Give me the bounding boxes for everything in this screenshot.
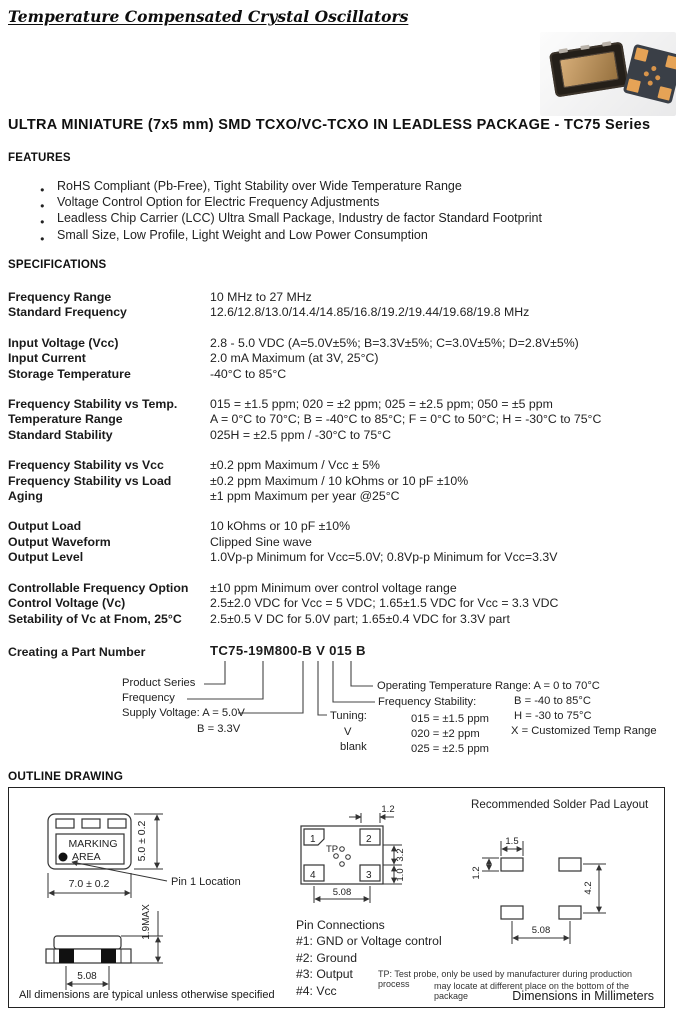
callout-frequency-stability: Frequency Stability:	[378, 696, 477, 708]
spec-row	[8, 474, 668, 489]
spec-value: Clipped Sine wave	[210, 534, 312, 549]
dim-pad-height: 1.2	[471, 866, 482, 880]
spec-value: A = 0°C to 70°C; B = -40°C to 85°C; F = 0°C to 50°C; H = -30°C to 75°C	[210, 412, 602, 427]
marking-text-2: AREA	[72, 851, 101, 863]
callout-tuning-blank: blank	[340, 741, 367, 753]
dim-max-height: 1.9MAX	[141, 904, 152, 940]
spec-group	[8, 290, 668, 321]
tp-note-line2: may locate at different place on the bottom of the package	[434, 981, 629, 1001]
chip-test-dot	[647, 80, 653, 86]
pin-number-2: 2	[366, 834, 372, 845]
pad-layout-drawing	[469, 825, 659, 950]
chip-lid	[559, 51, 619, 88]
spec-label: Output Level	[8, 550, 84, 565]
spec-row	[8, 336, 668, 351]
dim-horizontal-pitch: 5.08	[531, 925, 551, 936]
outline-drawing-box	[8, 787, 665, 1008]
chip-castellation	[580, 45, 590, 50]
features-heading: FEATURES	[8, 152, 71, 164]
pin-number-4: 4	[310, 870, 316, 881]
callout-supply-voltage-b: B = 3.3V	[197, 723, 241, 735]
top-view-drawing	[21, 805, 258, 905]
spec-label: Input Voltage (Vcc)	[8, 335, 119, 350]
dim-height: 5.0 ± 0.2	[136, 820, 148, 862]
spec-label: Frequency Stability vs Temp.	[8, 397, 178, 412]
spec-value: 2.8 - 5.0 VDC (A=5.0V±5%; B=3.3V±5%; C=3.0V±5%; D=2.8V±5%)	[210, 335, 579, 350]
spec-value: ±0.2 ppm Maximum / Vcc ± 5%	[210, 458, 380, 473]
spec-value: 2.5±2.0 VDC for Vcc = 5 VDC; 1.65±1.5 VDC for Vcc = 3.3 VDC	[210, 596, 559, 611]
chip-top-view-image	[549, 41, 629, 97]
callout-tuning: Tuning:	[330, 710, 367, 722]
callout-stability-015: 015 = ±1.5 ppm	[411, 713, 489, 725]
pin-number-3: 3	[366, 870, 372, 881]
chip-test-dot	[651, 66, 657, 72]
spec-value: ±10 ppm Minimum over control voltage range	[210, 580, 457, 595]
dim-vertical-pitch: 4.2	[583, 881, 594, 895]
feature-item: ● RoHS Compliant (Pb-Free), Tight Stability over Wide Temperature Range	[8, 178, 648, 194]
chip-test-dot	[643, 71, 649, 77]
pin-connection-item: #4: Vcc	[296, 983, 337, 998]
pin-connection-item: #1: GND or Voltage control	[296, 934, 442, 949]
dim-pad-offset: 1.2	[381, 804, 395, 815]
callout-stability-020: 020 = ±2 ppm	[411, 728, 480, 740]
chip-test-dot	[655, 75, 661, 81]
dim-pad-width: 1.5	[505, 836, 519, 847]
side-pad	[101, 949, 116, 963]
callout-temp-h: H = -30 to 75°C	[514, 710, 592, 722]
callout-stability-025: 025 = ±2.5 ppm	[411, 743, 489, 755]
spec-row	[8, 519, 668, 534]
callout-temp-x: X = Customized Temp Range	[511, 725, 657, 737]
specifications-heading: SPECIFICATIONS	[8, 259, 107, 271]
dim-pad-edge: 1.0	[395, 868, 406, 882]
feature-item: ● Small Size, Low Profile, Light Weight and Low Power Consumption	[8, 227, 648, 243]
spec-label: Standard Stability	[8, 427, 113, 442]
feature-item: ● Leadless Chip Carrier (LCC) Ultra Small Package, Industry de factor Standard Footprint	[8, 210, 648, 226]
spec-value: 1.0Vp-p Minimum for Vcc=5.0V; 0.8Vp-p Minimum for Vcc=3.3V	[210, 550, 558, 565]
spec-row	[8, 290, 668, 305]
spec-row	[8, 535, 668, 550]
features-section	[8, 152, 648, 243]
spec-label: Output Waveform	[8, 534, 111, 549]
spec-label: Input Current	[8, 351, 86, 366]
pin-connection-item: #2: Ground	[296, 950, 357, 965]
callout-tuning-v: V	[344, 726, 352, 738]
pin-connection-item: #3: Output	[296, 967, 353, 982]
dim-pad-span: 5.08	[332, 887, 352, 898]
side-view-drawing	[21, 896, 191, 996]
spec-label: Frequency Stability vs Load	[8, 473, 172, 488]
spec-value: 10 kOhms or 10 pF ±10%	[210, 519, 351, 534]
spec-row	[8, 428, 668, 443]
spec-label: Setability of Vc at Fnom, 25°C	[8, 611, 182, 626]
spec-row	[8, 367, 668, 382]
chip-pad	[657, 86, 672, 101]
callout-product-series: Product Series	[122, 677, 196, 689]
spec-value: -40°C to 85°C	[210, 366, 287, 381]
chip-castellation	[602, 41, 612, 46]
tp-label: TP	[326, 844, 339, 855]
spec-row	[8, 489, 668, 504]
callout-supply-voltage: Supply Voltage: A = 5.0V	[122, 707, 245, 719]
chip-castellation	[558, 48, 568, 53]
spec-label: Storage Temperature	[8, 366, 131, 381]
pin-connections-heading: Pin Connections	[296, 918, 385, 932]
spec-value: 025H = ±2.5 ppm / -30°C to 75°C	[210, 427, 391, 442]
spec-group	[8, 581, 668, 627]
spec-label: Temperature Range	[8, 412, 123, 427]
outline-drawing-heading: OUTLINE DRAWING	[8, 769, 124, 783]
document-title: ULTRA MINIATURE (7x5 mm) SMD TCXO/VC-TCXO IN LEADLESS PACKAGE - TC75 Series	[8, 117, 651, 133]
feature-item: ● Voltage Control Option for Electric Frequency Adjustments	[8, 194, 648, 210]
pin1-marker-dot	[59, 853, 68, 862]
spec-label: Aging	[8, 489, 43, 504]
callout-frequency: Frequency	[122, 692, 175, 704]
part-number-callout-lines	[0, 640, 676, 775]
spec-label: Output Load	[8, 519, 82, 534]
spec-group	[8, 458, 668, 504]
spec-value: ±0.2 ppm Maximum / 10 kOhms or 10 pF ±10%	[210, 473, 469, 488]
spec-label: Standard Frequency	[8, 305, 127, 320]
chip-pad	[634, 47, 649, 62]
spec-value: 2.5±0.5 V DC for 5.0V part; 1.65±0.4 VDC for 3.3V part	[210, 611, 510, 626]
chip-bottom-view-image	[623, 44, 676, 105]
features-list	[8, 178, 648, 243]
page-title: Temperature Compensated Crystal Oscillators	[8, 7, 409, 26]
marking-text-1: MARKING	[68, 838, 118, 850]
callout-temp-b: B = -40 to 85°C	[514, 695, 591, 707]
spec-row	[8, 351, 668, 366]
spec-row	[8, 550, 668, 565]
bottom-view-drawing	[291, 801, 421, 913]
spec-value: 12.6/12.8/13.0/14.4/14.85/16.8/19.2/19.44/19.68/19.8 MHz	[210, 305, 530, 320]
dim-pad-pitch: 5.08	[77, 971, 97, 982]
spec-row	[8, 412, 668, 427]
spec-row	[8, 305, 668, 320]
pin1-location-label: Pin 1 Location	[171, 876, 241, 888]
specifications-section	[8, 259, 668, 642]
spec-row	[8, 397, 668, 412]
tp-note-line1: TP: Test probe, only be used by manufacturer during production process	[378, 969, 632, 989]
spec-label: Frequency Stability vs Vcc	[8, 458, 164, 473]
spec-value: 015 = ±1.5 ppm; 020 = ±2 ppm; 025 = ±2.5 ppm; 050 = ±5 ppm	[210, 397, 553, 412]
pin-number-1: 1	[310, 834, 316, 845]
spec-row	[8, 596, 668, 611]
spec-group	[8, 397, 668, 443]
spec-value: ±1 ppm Maximum per year @25°C	[210, 489, 400, 504]
outline-footnote: All dimensions are typical unless otherwise specified	[19, 989, 275, 1001]
spec-row	[8, 458, 668, 473]
spec-group	[8, 519, 668, 565]
chip-pad	[626, 78, 641, 93]
spec-row	[8, 612, 668, 627]
spec-label: Frequency Range	[8, 290, 112, 304]
callout-op-temp-range: Operating Temperature Range: A = 0 to 70°C	[377, 680, 600, 692]
product-photo	[540, 32, 676, 116]
spec-label: Controllable Frequency Option	[8, 580, 189, 595]
spec-group	[8, 336, 668, 382]
pad-layout-heading: Recommended Solder Pad Layout	[471, 798, 649, 811]
dim-pad-gap: 3.2	[395, 848, 406, 862]
spec-label: Control Voltage (Vc)	[8, 596, 126, 611]
spec-value: 2.0 mA Maximum (at 3V, 25°C)	[210, 351, 379, 366]
spec-value: 10 MHz to 27 MHz	[210, 290, 312, 304]
part-number-heading: Creating a Part Number	[8, 645, 146, 659]
dimensions-note: Dimensions in Millimeters	[512, 989, 654, 1003]
side-pad	[59, 949, 74, 963]
dim-width: 7.0 ± 0.2	[68, 878, 110, 890]
part-number-value: TC75-19M800-B V 015 B	[210, 643, 366, 658]
spec-row	[8, 581, 668, 596]
chip-pad	[665, 55, 676, 70]
part-number-section	[0, 640, 676, 775]
